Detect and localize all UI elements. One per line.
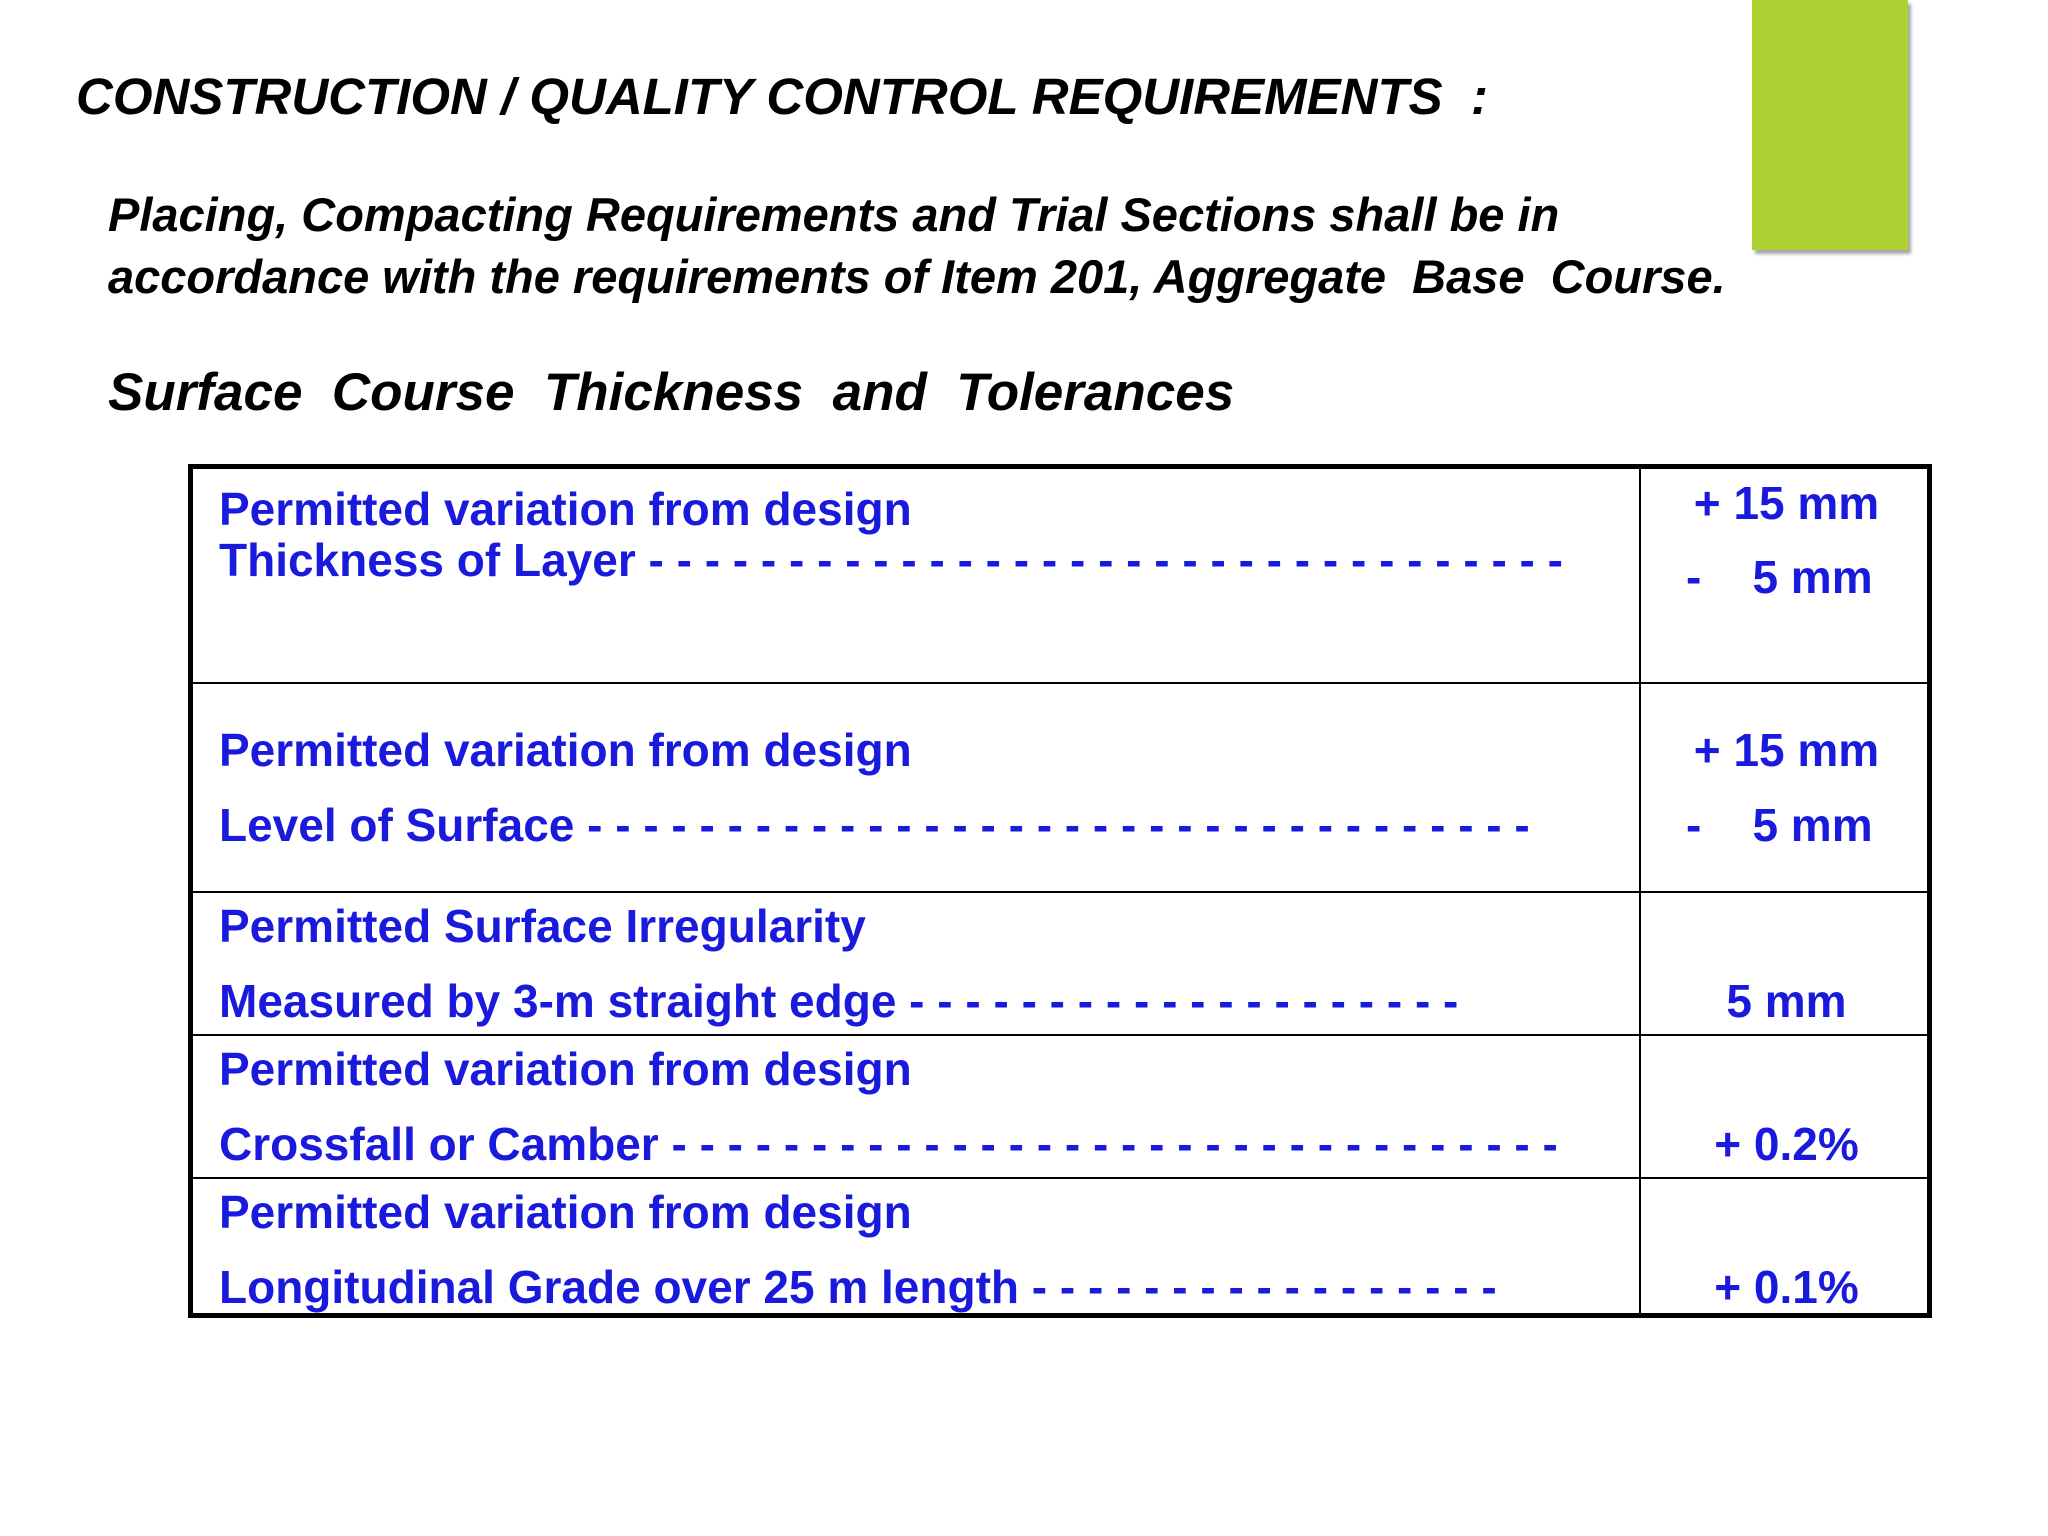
row-value-upper: + 15 mm — [1693, 724, 1880, 776]
row-value: 5 mm — [1726, 975, 1847, 1027]
row-label-line-1: Permitted variation from design — [219, 483, 912, 535]
row-label-line-1: Permitted variation from design — [219, 724, 912, 776]
row-label-line-2: Level of Surface - - - - - - - - - - - - - - - - - - - - - - - - - - - - - - - - - - — [219, 799, 1530, 851]
table-row — [193, 469, 1927, 682]
row-label-line-1: Permitted Surface Irregularity — [219, 900, 866, 952]
row-value: + 0.1% — [1714, 1261, 1859, 1313]
table-row — [193, 1177, 1927, 1313]
row-value-lower: - 5 mm — [1686, 551, 1873, 603]
row-value: + 0.2% — [1714, 1118, 1859, 1170]
table-row — [193, 682, 1927, 891]
section-subtitle: Surface Course Thickness and Tolerances — [108, 363, 1235, 422]
row-label-line-1: Permitted variation from design — [219, 1043, 912, 1095]
row-label-line-2: Measured by 3-m straight edge - - - - - - - - - - - - - - - - - - - - — [219, 975, 1459, 1027]
tolerance-table — [188, 464, 1932, 1318]
row-value-lower: - 5 mm — [1686, 799, 1873, 851]
row-label-line-2: Longitudinal Grade over 25 m length - - - - - - - - - - - - - - - - - — [219, 1261, 1497, 1313]
intro-line-1: Placing, Compacting Requirements and Trial Sections shall be in — [108, 188, 1560, 241]
row-value-upper: + 15 mm — [1693, 477, 1880, 529]
table-row — [193, 891, 1927, 1034]
intro-line-2: accordance with the requirements of Item 201, Aggregate Base Course. — [108, 250, 1726, 303]
accent-block — [1752, 0, 1908, 250]
page-title: CONSTRUCTION / QUALITY CONTROL REQUIREMENTS : — [76, 68, 1488, 125]
intro-paragraph — [108, 184, 1726, 308]
row-label-line-2: Crossfall or Camber - - - - - - - - - - - - - - - - - - - - - - - - - - - - - - - - — [219, 1118, 1558, 1170]
row-label-line-1: Permitted variation from design — [219, 1186, 912, 1238]
table-row — [193, 1034, 1927, 1177]
row-label-line-2: Thickness of Layer - - - - - - - - - - - - - - - - - - - - - - - - - - - - - - - - - — [219, 534, 1563, 586]
